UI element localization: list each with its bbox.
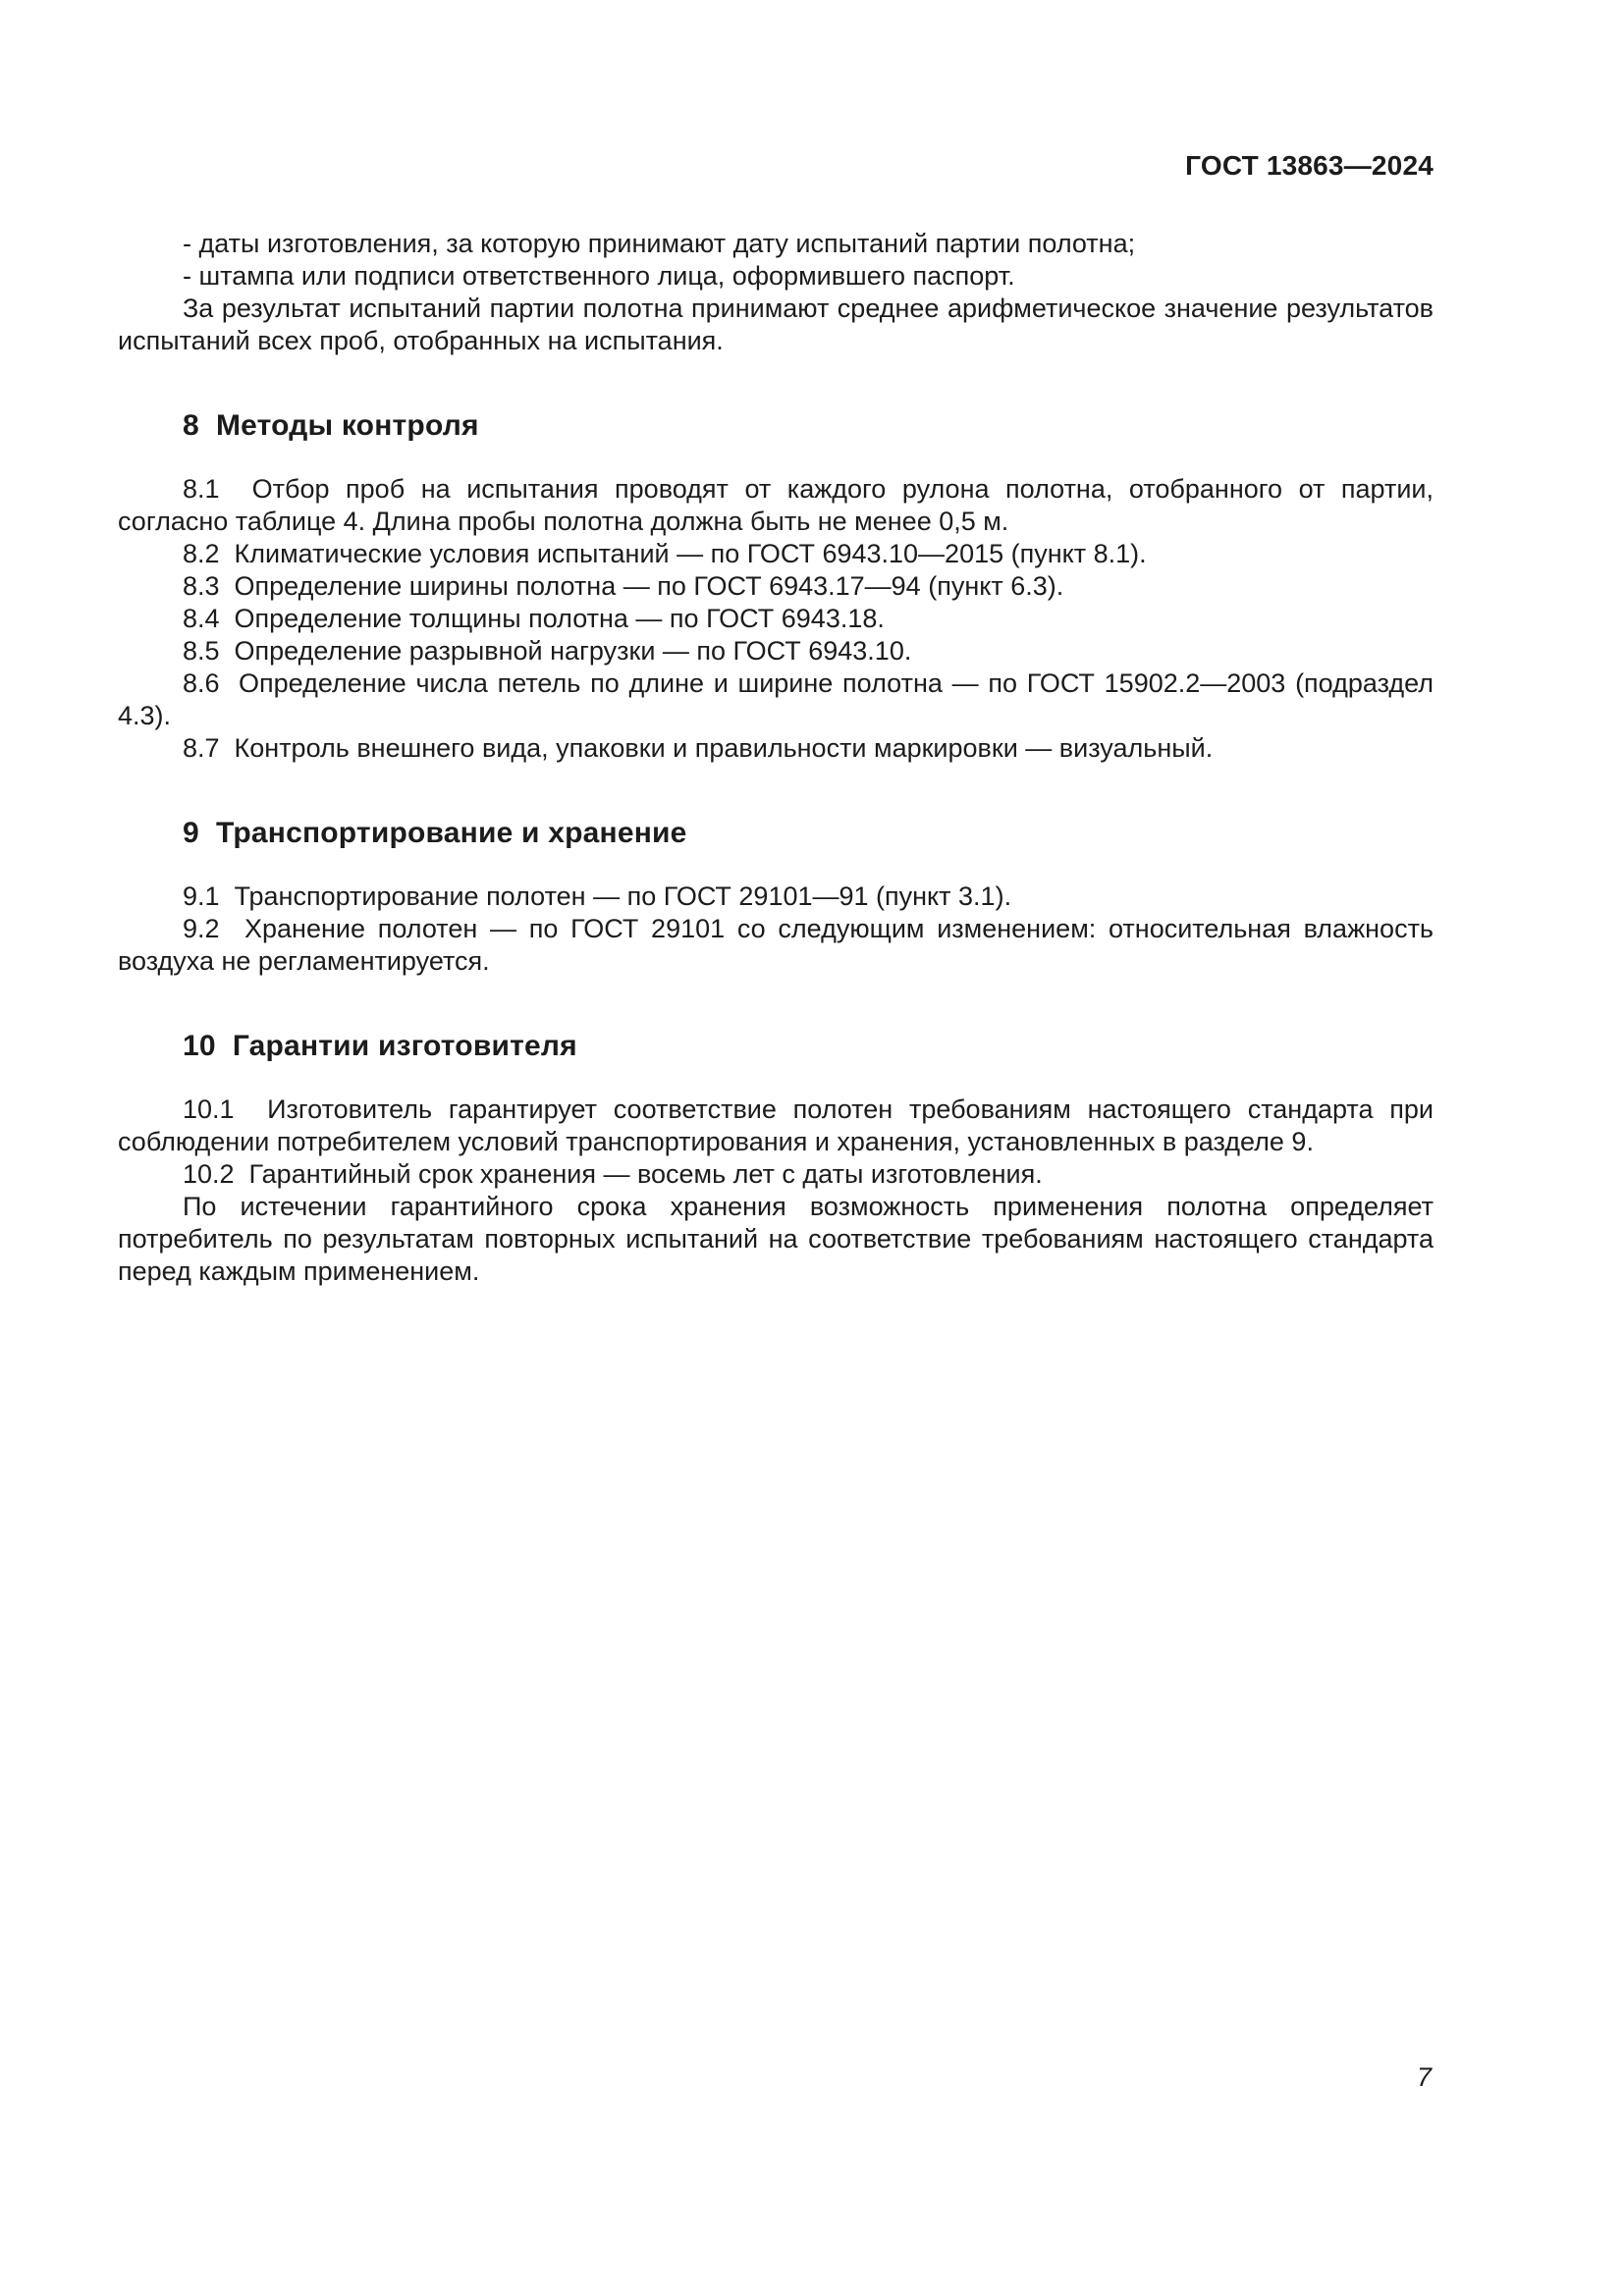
paragraph: 10.2 Гарантийный срок хранения — восемь лет с даты изготовления. — [183, 1159, 1043, 1189]
standard-code: ГОСТ 13863—2024 — [1185, 150, 1434, 181]
section-heading-8: 8 Методы контроля — [183, 409, 479, 442]
paragraph: По истечении гарантийного срока хранения возможность применения полотна определяет потребитель по результатам повторных испытаний на соответствие требованиям настоящего стандарта перед каждым применением. — [118, 1192, 1434, 1286]
document-body — [118, 228, 1434, 1288]
paragraph: 8.6 Определение числа петель по длине и ширине полотна — по ГОСТ 15902.2—2003 (подраздел 4.3). — [118, 668, 1434, 730]
page-number: 7 — [1416, 2062, 1432, 2092]
paragraph: 8.5 Определение разрывной нагрузки — по ГОСТ 6943.10. — [183, 636, 912, 666]
intro-list-item: - даты изготовления, за которую принимают дату испытаний партии полотна; — [183, 229, 1136, 258]
section-heading-10: 10 Гарантии изготовителя — [183, 1030, 577, 1062]
paragraph: 8.7 Контроль внешнего вида, упаковки и правильности маркировки — визуальный. — [183, 733, 1214, 763]
paragraph: 9.2 Хранение полотен — по ГОСТ 29101 со следующим изменением: относительная влажность воздуха не регламентируется. — [118, 914, 1434, 976]
intro-list-item: - штампа или подписи ответственного лица, оформившего паспорт. — [183, 261, 1015, 291]
paragraph: 10.1 Изготовитель гарантирует соответствие полотен требованиям настоящего стандарта при соблюдении потребителем условий транспортирования и хранения, установленных в разделе 9. — [118, 1095, 1434, 1156]
paragraph: 8.2 Климатические условия испытаний — по ГОСТ 6943.10—2015 (пункт 8.1). — [183, 539, 1147, 568]
paragraph: 9.1 Транспортирование полотен — по ГОСТ 29101—91 (пункт 3.1). — [183, 881, 1012, 911]
paragraph: 8.4 Определение толщины полотна — по ГОСТ 6943.18. — [183, 604, 885, 633]
paragraph: За результат испытаний партии полотна принимают среднее арифметическое значение результатов испытаний всех проб, отобранных на испытания. — [118, 294, 1434, 355]
running-header — [118, 149, 1434, 183]
paragraph: 8.3 Определение ширины полотна — по ГОСТ 6943.17—94 (пункт 6.3). — [183, 571, 1064, 601]
section-heading-9: 9 Транспортирование и хранение — [183, 817, 687, 849]
paragraph: 8.1 Отбор проб на испытания проводят от каждого рулона полотна, отобранного от партии, согласно таблице 4. Длина пробы полотна должна быть не менее 0,5 м. — [118, 474, 1434, 536]
